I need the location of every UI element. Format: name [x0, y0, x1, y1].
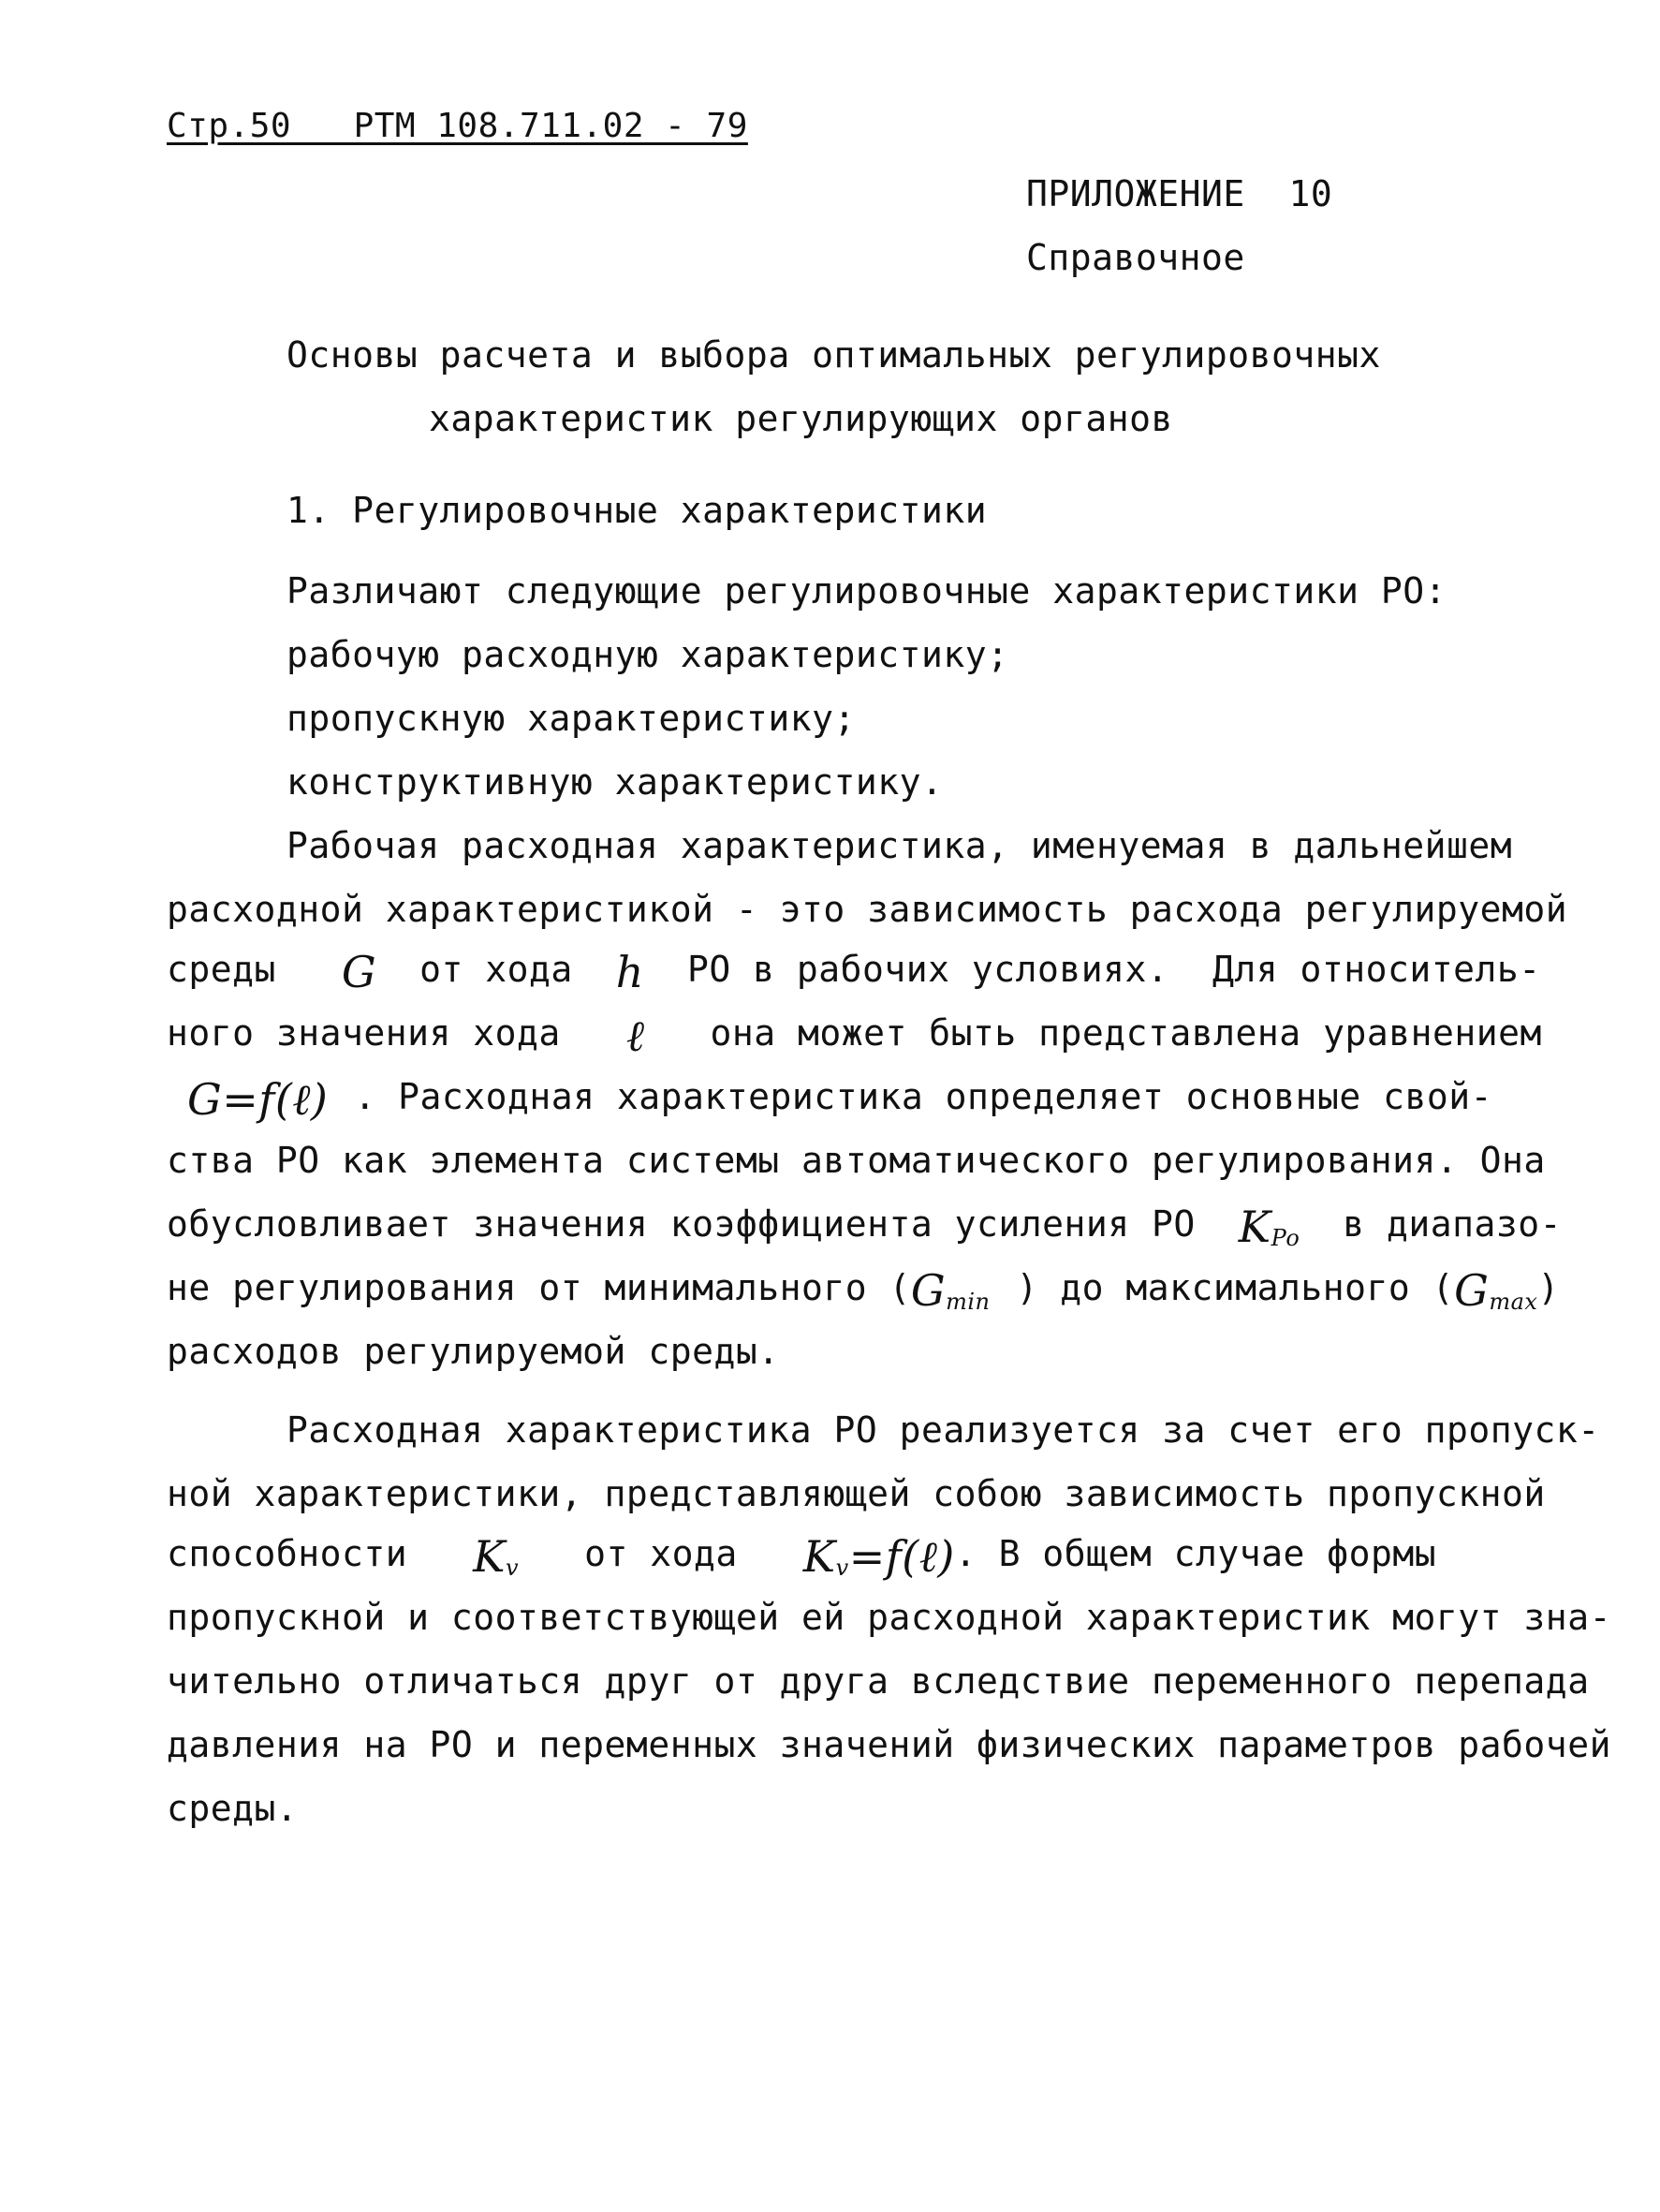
- paragraph-line: [167, 1202, 1562, 1260]
- equation-Kv-f-l: K: [802, 1530, 836, 1582]
- document-title-line1: Основы расчета и выбора оптимальных регулировочных: [286, 334, 1381, 376]
- paragraph-line: расходов регулируемой среды.: [167, 1331, 780, 1372]
- symbol-K-po: K: [1238, 1201, 1271, 1252]
- text-fragment: РО в рабочих условиях. Для относитель-: [686, 949, 1541, 990]
- text-fragment: она может быть представлена уравнением: [710, 1012, 1542, 1054]
- text-fragment: обусловливает значения коэффициента усиления РО: [167, 1203, 1196, 1245]
- paragraph-line: Рабочая расходная характеристика, именуемая в дальнейшем: [286, 825, 1513, 866]
- list-item: конструктивную характеристику.: [286, 761, 944, 803]
- subscript: max: [1489, 1289, 1538, 1315]
- paragraph-line: [167, 1532, 1436, 1589]
- text-fragment: . В общем случае формы: [954, 1533, 1437, 1574]
- paragraph-line: ства РО как элемента системы автоматического регулирования. Она: [167, 1140, 1546, 1181]
- paragraph-line: расходной характеристикой - это зависимость расхода регулируемой: [167, 889, 1568, 930]
- text-fragment: ) до максимального (: [1016, 1267, 1455, 1308]
- paragraph-line: чительно отличаться друг от друга вследствие переменного перепада: [167, 1660, 1590, 1702]
- paragraph-line: ной характеристики, представляющей собою зависимость пропускной: [167, 1473, 1546, 1514]
- text-fragment: среды: [167, 949, 276, 990]
- symbol-G-max: G: [1454, 1264, 1490, 1316]
- text-fragment: способности: [167, 1533, 408, 1574]
- symbol-G: G: [341, 946, 377, 997]
- appendix-label: ПРИЛОЖЕНИЕ 10: [1026, 173, 1333, 214]
- text-fragment: от хода: [584, 1533, 738, 1574]
- equation-Kv-f-l-rhs: =f(ℓ): [848, 1530, 955, 1582]
- paragraph-line: давления на РО и переменных значений физических параметров рабочей: [167, 1724, 1611, 1765]
- paragraph-line: [167, 946, 1541, 997]
- text-fragment: . Расходная характеристика определяет основные свой-: [354, 1076, 1493, 1117]
- appendix-type: Справочное: [1026, 237, 1245, 278]
- section-heading: 1. Регулировочные характеристики: [286, 490, 988, 531]
- paragraph-line: [167, 1266, 1560, 1323]
- list-item: рабочую расходную характеристику;: [286, 634, 1009, 675]
- equation-G-f-l: G=f(ℓ): [187, 1073, 329, 1125]
- subscript: v: [506, 1555, 520, 1581]
- subscript: min: [946, 1289, 991, 1315]
- paragraph-line: [167, 1010, 1542, 1061]
- text-fragment: в диапазо-: [1343, 1203, 1563, 1245]
- paragraph-line: среды.: [167, 1788, 299, 1829]
- intro-line: Различают следующие регулировочные характеристики РО:: [286, 570, 1447, 612]
- paragraph-line: Расходная характеристика РО реализуется за счет его пропуск-: [286, 1409, 1600, 1451]
- list-item: пропускную характеристику;: [286, 698, 856, 739]
- symbol-G-min: G: [910, 1264, 947, 1316]
- symbol-h: h: [615, 946, 644, 997]
- symbol-K-v: K: [473, 1530, 507, 1582]
- text-fragment: от хода: [419, 949, 573, 990]
- symbol-l: ℓ: [625, 1010, 645, 1061]
- paragraph-line: [187, 1073, 1493, 1125]
- document-title-line2: характеристик регулирующих органов: [429, 398, 1173, 439]
- text-fragment: не регулирования от минимального (: [167, 1267, 911, 1308]
- text-fragment: ного значения хода: [167, 1012, 561, 1054]
- subscript: Po: [1271, 1225, 1300, 1251]
- page-header: Стр.50 РТМ 108.711.02 - 79: [167, 107, 748, 145]
- subscript: v: [835, 1555, 849, 1581]
- text-fragment: ): [1537, 1267, 1560, 1308]
- paragraph-line: пропускной и соответствующей ей расходной характеристик могут зна-: [167, 1597, 1611, 1638]
